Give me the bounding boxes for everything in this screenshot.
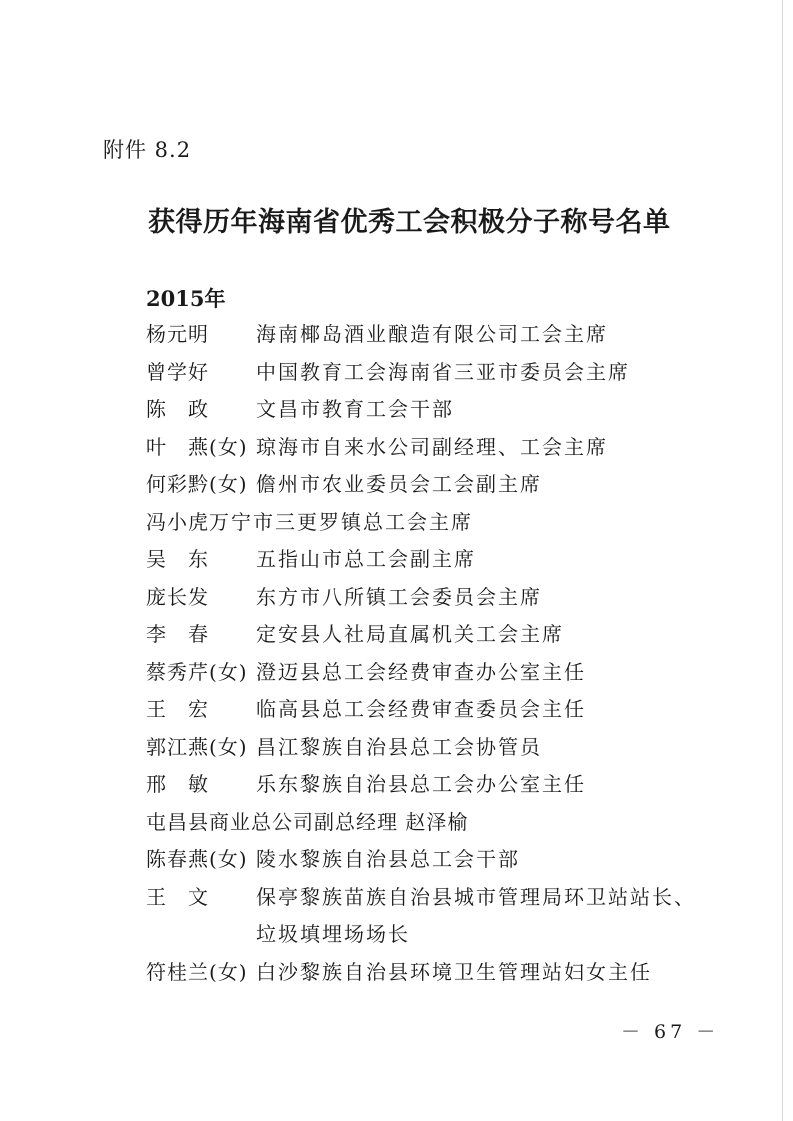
honoree-name: 郭江燕(女) — [146, 734, 248, 759]
honoree-role: 文昌市教育工会干部 — [256, 397, 454, 421]
list-item — [146, 804, 706, 842]
page-number: － 67 － — [621, 1021, 720, 1043]
honoree-role: 五指山市总工会副主席 — [256, 547, 476, 571]
honoree-name: 屯昌县商业总公司副总经理 赵泽榆 — [146, 809, 469, 834]
list-item — [146, 541, 706, 579]
honoree-name: 王 宏 — [146, 697, 209, 721]
list-item — [146, 879, 706, 954]
honoree-role: 海南椰岛酒业酿造有限公司工会主席 — [256, 322, 608, 346]
honoree-role: 定安县人社局直属机关工会主席 — [256, 622, 564, 646]
list-item — [146, 316, 706, 354]
honoree-name: 叶 燕(女) — [146, 434, 248, 459]
honoree-name: 杨元明 — [146, 322, 209, 346]
list-item — [146, 841, 706, 879]
list-item — [146, 766, 706, 804]
honoree-name: 曾学好 — [146, 359, 209, 384]
honoree-role: 白沙黎族自治县环境卫生管理站妇女主任 — [256, 959, 652, 984]
list-item — [146, 391, 706, 429]
honoree-list — [146, 316, 706, 991]
list-item — [146, 691, 706, 729]
document-title: 获得历年海南省优秀工会积极分子称号名单 — [148, 207, 671, 238]
honoree-role: 万宁市三更罗镇总工会主席 — [209, 509, 473, 534]
attachment-label: 附件 8.2 — [103, 138, 192, 162]
honoree-name: 庞长发 — [146, 584, 209, 609]
honoree-name: 陈 政 — [146, 397, 209, 421]
list-item — [146, 954, 706, 992]
honoree-role: 保亭黎族苗族自治县城市管理局环卫站站长、垃圾填埋场场长 — [256, 884, 696, 946]
honoree-name: 王 文 — [146, 884, 209, 909]
honoree-name: 李 春 — [146, 622, 209, 646]
honoree-name: 吴 东 — [146, 547, 209, 571]
list-item — [146, 616, 706, 654]
honoree-role: 琼海市自来水公司副经理、工会主席 — [256, 434, 608, 459]
year-heading: 2015年 — [146, 286, 226, 311]
honoree-role: 澄迈县总工会经费审查办公室主任 — [256, 659, 586, 684]
honoree-name: 邢 敏 — [146, 772, 209, 796]
list-item — [146, 354, 706, 392]
honoree-role: 中国教育工会海南省三亚市委员会主席 — [256, 359, 630, 384]
list-item — [146, 466, 706, 504]
honoree-name: 符桂兰(女) — [146, 959, 248, 984]
page-edge-divider — [782, 0, 783, 1121]
honoree-name: 何彩黔(女) — [146, 472, 248, 496]
honoree-role: 临高县总工会经费审查委员会主任 — [256, 697, 586, 721]
honoree-role: 乐东黎族自治县总工会办公室主任 — [256, 772, 586, 796]
honoree-role: 陵水黎族自治县总工会干部 — [256, 847, 520, 871]
honoree-name: 蔡秀芹(女) — [146, 659, 248, 684]
list-item — [146, 729, 706, 767]
list-item — [146, 504, 706, 542]
honoree-name: 陈春燕(女) — [146, 847, 248, 871]
list-item — [146, 429, 706, 467]
honoree-role: 昌江黎族自治县总工会协管员 — [256, 734, 542, 759]
honoree-name: 冯小虎 — [146, 509, 209, 534]
honoree-role: 儋州市农业委员会工会副主席 — [256, 472, 542, 496]
list-item — [146, 579, 706, 617]
honoree-role: 东方市八所镇工会委员会主席 — [256, 584, 542, 609]
list-item — [146, 654, 706, 692]
